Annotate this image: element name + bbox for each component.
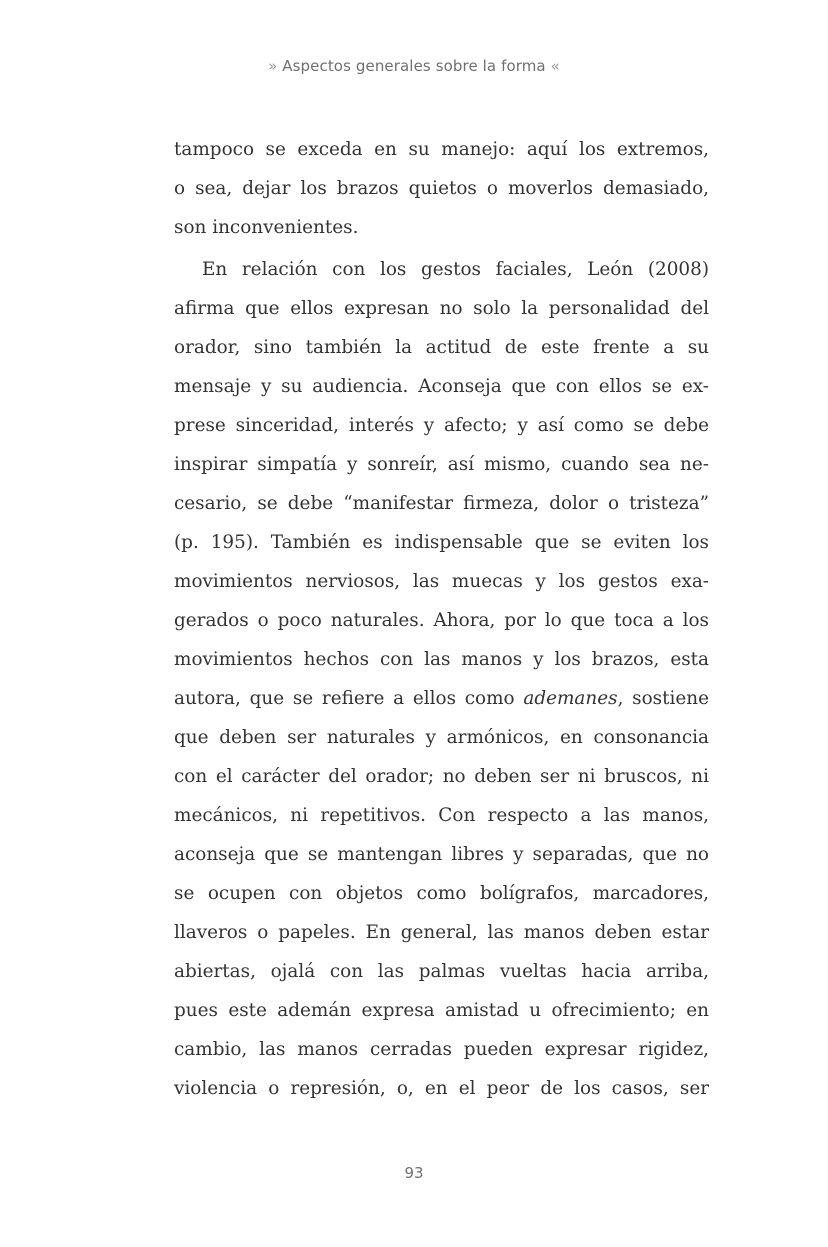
text-fragment: autora, que se refiere a ellos como [174,688,524,709]
text-line: inspirar simpatía y sonreír, así mismo, cuando sea ne- [174,454,709,475]
text-line: orador, sino también la actitud de este frente a su [174,337,709,358]
text-line: aconseja que se mantengan libres y separadas, que no [174,844,709,865]
text-line: pues este ademán expresa amistad u ofrecimiento; en [174,1000,709,1021]
text-line: con el carácter del orador; no deben ser ni bruscos, ni [174,766,709,787]
text-line: mensaje y su audiencia. Aconseja que con ellos se ex- [174,376,709,397]
running-header-title: Aspectos generales sobre la forma [282,57,546,75]
page-number: 93 [404,1164,424,1182]
guillemet-open: » [268,57,278,75]
text-line: movimientos hechos con las manos y los brazos, esta [174,649,709,670]
text-line: En relación con los gestos faciales, León (2008) [202,259,709,280]
text-line: se ocupen con objetos como bolígrafos, marcadores, [174,883,709,904]
text-line: cesario, se debe “manifestar firmeza, dolor o tristeza” [174,493,709,514]
text-line: abiertas, ojalá con las palmas vueltas hacia arriba, [174,961,709,982]
text-line: son inconvenientes. [174,217,359,238]
text-line: que deben ser naturales y armónicos, en consonancia [174,727,709,748]
text-line [174,679,709,718]
body-text [174,130,709,1108]
paragraph-1 [174,130,709,247]
text-line: o sea, dejar los brazos quietos o moverlos demasiado, [174,178,709,199]
text-line: tampoco se exceda en su manejo: aquí los extremos, [174,139,709,160]
paragraph-2 [174,250,709,1108]
text-line: prese sinceridad, interés y afecto; y así como se debe [174,415,709,436]
text-line: afirma que ellos expresan no solo la personalidad del [174,298,709,319]
text-line: cambio, las manos cerradas pueden expresar rigidez, [174,1039,709,1060]
running-header [0,57,828,75]
text-line: gerados o poco naturales. Ahora, por lo que toca a los [174,610,709,631]
text-fragment: , sostiene [617,688,709,709]
text-line: (p. 195). También es indispensable que se eviten los [174,532,709,553]
guillemet-close: « [550,57,560,75]
italic-term: ademanes [523,688,618,709]
text-line: mecánicos, ni repetitivos. Con respecto a las manos, [174,805,709,826]
text-line: llaveros o papeles. En general, las manos deben estar [174,922,709,943]
text-line: movimientos nerviosos, las muecas y los gestos exa- [174,571,709,592]
text-line: violencia o represión, o, en el peor de los casos, ser [174,1078,709,1099]
